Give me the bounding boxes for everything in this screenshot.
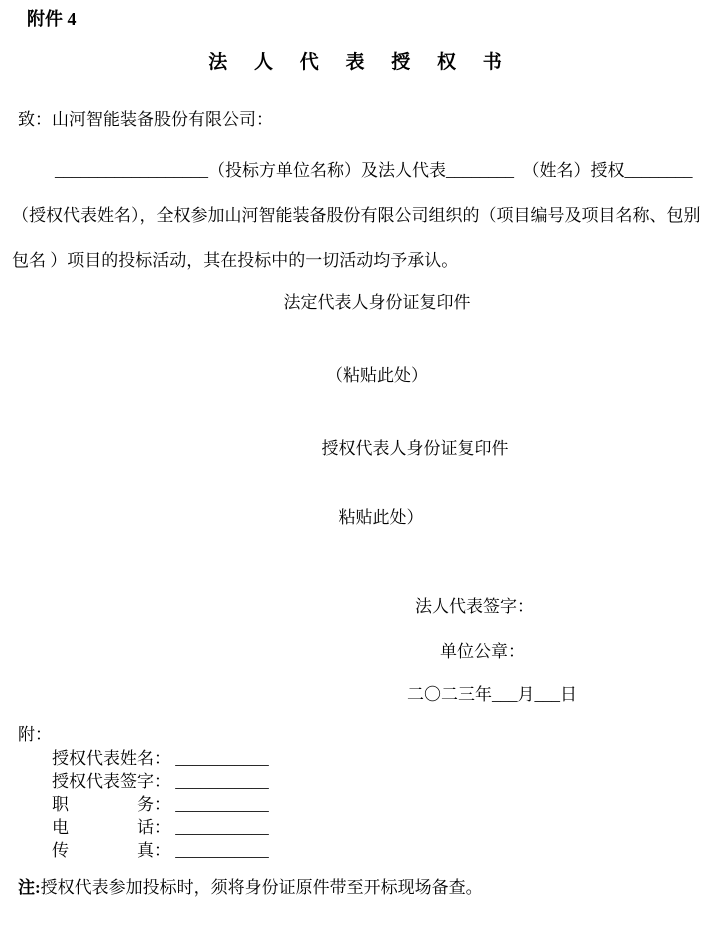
appendix-row (52, 747, 716, 770)
legal-rep-paste-hint: （粘贴此处） (326, 366, 428, 385)
attachment-label: 附件 4 (27, 9, 77, 29)
appendix-item-blank: ___________ (171, 749, 269, 768)
authorization-paragraph (12, 148, 716, 283)
note-text: 授权代表参加投标时，须将身份证原件带至开标现场备查。 (40, 878, 483, 897)
appendix-label: 附： (18, 725, 52, 744)
company-seal-label: 单位公章： (440, 642, 525, 661)
document-page (0, 6, 716, 900)
legal-rep-id-title: 法定代表人身份证复印件 (283, 293, 471, 312)
paragraph-line-3: 包名 ）项目的投标活动，其在投标中的一切活动均予承认。 (12, 251, 459, 270)
note-label: 注: (18, 878, 41, 897)
paragraph-line-2: （授权代表姓名），全权参加山河智能装备股份有限公司组织的（项目编号及项目名称、包别 (12, 206, 701, 225)
appendix-item-blank: ___________ (171, 818, 269, 837)
appendix-row (52, 839, 716, 862)
appendix-item-label: 授权代表姓名： (52, 749, 171, 768)
legal-rep-signature-label: 法人代表签字： (415, 597, 534, 616)
note (18, 876, 716, 900)
authorized-rep-paste-hint: 粘贴此处） (338, 508, 424, 527)
date-line: 二〇二三年___月___日 (407, 685, 577, 704)
authorized-rep-id-title: 授权代表人身份证复印件 (321, 439, 509, 458)
appendix-item-label: 授权代表签字： (52, 772, 171, 791)
appendix-item-label: 传 真： (52, 841, 171, 860)
appendix-item-blank: ___________ (171, 795, 269, 814)
appendix-row (52, 770, 716, 793)
appendix-list (52, 747, 716, 862)
appendix-item-blank: ___________ (171, 841, 269, 860)
appendix-item-blank: ___________ (171, 772, 269, 791)
document-title: 法 人 代 表 授 权 书 (208, 52, 508, 73)
appendix-row (52, 816, 716, 839)
salutation: 致：山河智能装备股份有限公司： (18, 110, 273, 129)
appendix-row (52, 793, 716, 816)
appendix-item-label: 电 话： (52, 818, 171, 837)
appendix-item-label: 职 务： (52, 795, 171, 814)
paragraph-line-1: __________________（投标方单位名称）及法人代表________ （姓名）授权________ (55, 161, 693, 180)
